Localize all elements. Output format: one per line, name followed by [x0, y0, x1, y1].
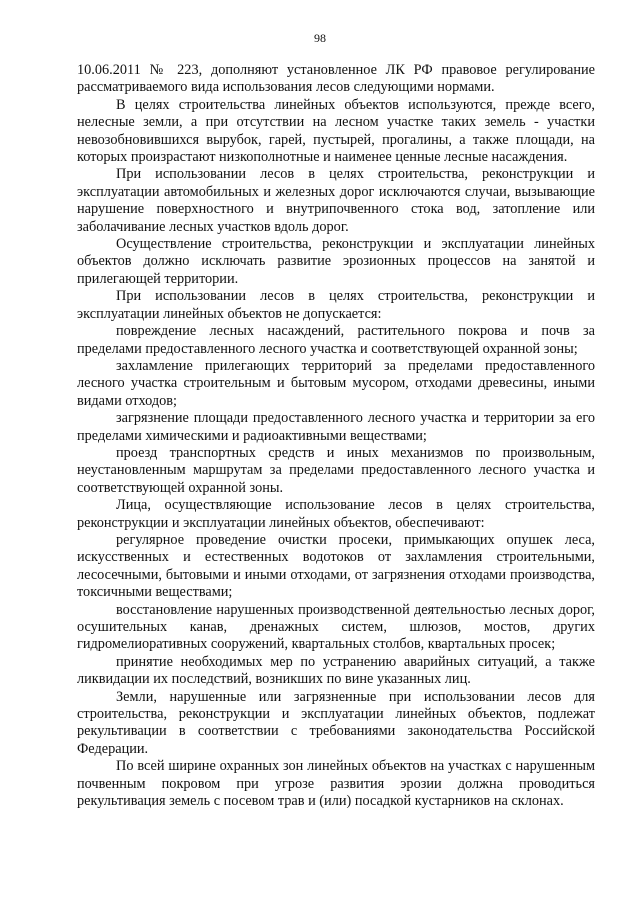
- page-number: 98: [314, 31, 326, 45]
- paragraph: Лица, осуществляющие использование лесов в целях строительства, реконструкции и эксплуатации линейных объектов, обеспечивают:: [77, 497, 595, 531]
- list-item: загрязнение площади предоставленного лесного участка и территории за его пределами химическими и радиоактивными веществами;: [77, 410, 595, 444]
- list-item: проезд транспортных средств и иных механизмов по произвольным, неустановленным маршрутам за пределами предоставленного лесного участка и соответствующей охранной зоны.: [77, 444, 595, 496]
- paragraph: При использовании лесов в целях строительства, реконструкции и эксплуатации автомобильных и железных дорог исключаются случаи, вызывающие нарушение поверхностного и внутрипочвенного стока вод, затопление или заболачивание лесных участков вдоль дорог.: [77, 166, 595, 235]
- paragraph: 10.06.2011 № 223, дополняют установленное ЛК РФ правовое регулирование рассматриваемого вида использования лесов следующими нормами.: [77, 62, 595, 96]
- paragraph: Осуществление строительства, реконструкции и эксплуатации линейных объектов должно исключать развитие эрозионных процессов на занятой и прилегающей территории.: [77, 236, 595, 287]
- list-item: регулярное проведение очистки просеки, примыкающих опушек леса, искусственных и естественных водотоков от захламления строительными, лесосечными, бытовыми и иными отходами, от загрязнения отходами производства, токсичными веществами;: [77, 531, 595, 601]
- paragraph: По всей ширине охранных зон линейных объектов на участках с нарушенным почвенным покровом при угрозе развития эрозии должна проводиться рекультивация земель с посевом трав и (или) посадкой кустарников на склонах.: [77, 758, 595, 810]
- body-text: [77, 62, 595, 810]
- list-item: принятие необходимых мер по устранению аварийных ситуаций, а также ликвидации их последствий, возникших по вине указанных лиц.: [77, 653, 595, 688]
- list-item: захламление прилегающих территорий за пределами предоставленного лесного участка строительным и бытовым мусором, отходами древесины, иными видами отходов;: [77, 357, 595, 409]
- paragraph: Земли, нарушенные или загрязненные при использовании лесов для строительства, реконструкции и эксплуатации линейных объектов, подлежат рекультивации в соответствии с требованиями законодательства Российской Федерации.: [77, 688, 595, 757]
- paragraph: При использовании лесов в целях строительства, реконструкции и эксплуатации линейных объектов не допускается:: [77, 288, 595, 322]
- paragraph: В целях строительства линейных объектов используются, прежде всего, нелесные земли, а при отсутствии на лесном участке таких земель - участки невозобновившихся вырубок, гарей, пустырей, прогалины, а также площади, на которых произрастают низкополнотные и наименее ценные лесные насаждения.: [77, 96, 595, 166]
- list-item: восстановление нарушенных производственной деятельностью лесных дорог, осушительных канав, дренажных систем, шлюзов, мостов, других гидромелиоративных сооружений, квартальных столбов, квартальных просек;: [77, 601, 595, 653]
- list-item: повреждение лесных насаждений, растительного покрова и почв за пределами предоставленного лесного участка и соответствующей охранной зоны;: [77, 323, 595, 357]
